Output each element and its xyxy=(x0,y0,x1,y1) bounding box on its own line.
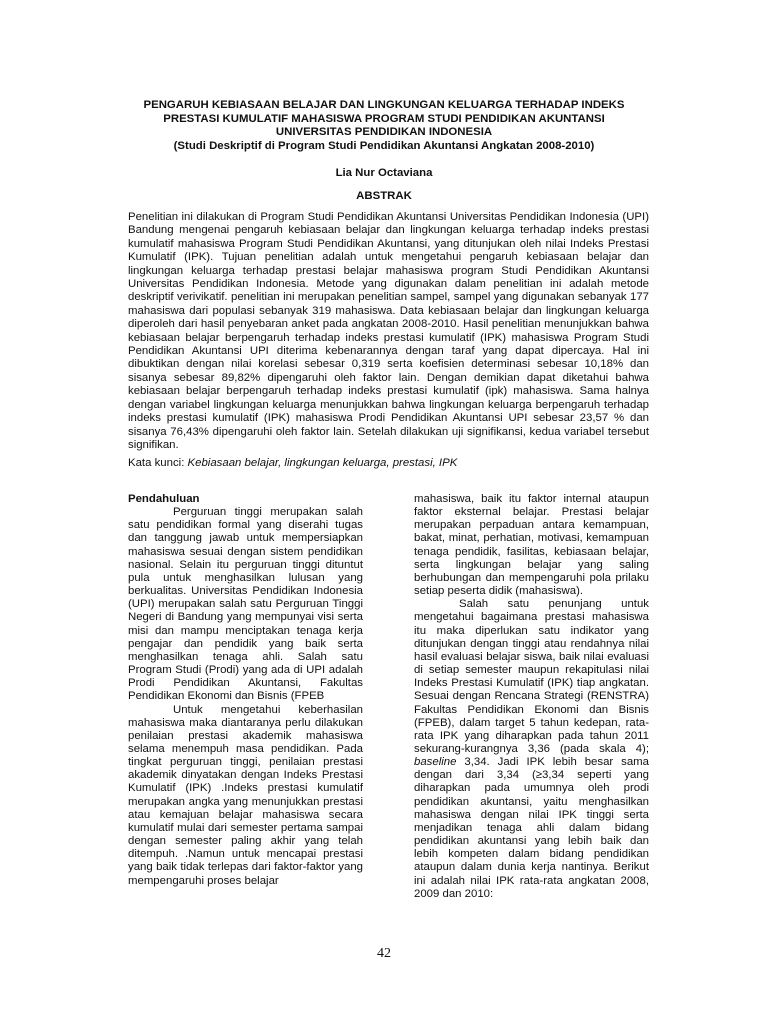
title-line-4: (Studi Deskriptif di Program Studi Pendidikan Akuntansi Angkatan 2008-2010) xyxy=(173,139,595,152)
keywords-terms: Kebiasaan belajar, lingkungan keluarga, prestasi, IPK xyxy=(187,457,458,469)
author-name: Lia Nur Octaviana xyxy=(335,167,433,179)
section-heading-pendahuluan: Pendahuluan xyxy=(128,493,200,505)
abstract-body: Penelitian ini dilakukan di Program Studi Pendidikan Akuntansi Universitas Pendidikan Indonesia (UPI) Bandung mengenai pengaruh kebiasaan belajar dan lingkungan keluarga terhadap indeks prestasi kumulatif mahasiswa Program Studi Pendidikan Akuntansi, yang ditunjukan oleh nilai Indeks Prestasi Kumulatif (IPK). Tujuan penelitian adalah untuk mengetahui pengaruh kebiasaan belajar dan lingkungan keluarga terhadap prestasi belajar mahasiswa program Studi Pendidikan Akuntansi Universitas Pendidikan Indonesia. Metode yang digunakan dalam penelitian ini adalah metode deskriptif verivikatif. penelitian ini merupakan penelitian sampel, sampel yang digunakan sebanyak 177 mahasiswa dari populasi sebanyak 319 mahasiswa. Data kebiasaan belajar dan lingkungan keluarga diperoleh dari hasil penyebaran anket pada angkatan 2008-2010. Hasil penelitian menunjukkan bahwa kebiasaan belajar berpengaruh terhadap indeks prestasi kumulatif (IPK) mahasiswa Program Studi Pendidikan Akuntansi UPI diterima kebenarannya dengan taraf yang dapat dipercaya. Hal ini dibuktikan dengan nilai korelasi sebesar 0,319 serta koefisien determinasi sebesar 10,18% dan sisanya sebesar 89,82% dipengaruhi oleh faktor lain. Dengan demikian dapat diketahui bahwa kebiasaan belajar berpengaruh terhadap indeks prestasi kumulatif (ipk) mahasiswa. Sama halnya dengan variabel lingkungan keluarga menunjukkan bahwa lingkungan keluarga berpengaruh terhadap indeks prestasi kumulatif (IPK) mahasiswa Prodi Pendidikan Akuntansi UPI sebesar 23,57 % dan sisanya 76,43% dipengaruhi oleh faktor lain. Setelah dilakukan uji signifikansi, kedua variabel tersebut signifikan. xyxy=(128,211,649,451)
intro-paragraph-1: Perguruan tinggi merupakan salah satu pendidikan formal yang diserahi tugas dan tanggung jawab untuk mempersiapkan mahasiswa sesuai dengan sistem pendidikan nasional. Selain itu perguruan tinggi dituntut pula untuk menghasilkan lulusan yang berkualitas. Universitas Pendidikan Indonesia (UPI) merupakan salah satu Perguruan Tinggi Negeri di Bandung yang mempunyai visi serta misi dan mampu menciptakan tenaga kerja pengajar dan pendidik yang baik serta menghasilkan tenaga ahli. Salah satu Program Studi (Prodi) yang ada di UPI adalah Prodi Pendidikan Akuntansi, Fakultas Pendidikan Ekonomi dan Bisnis (FPEB xyxy=(128,506,363,703)
left-column xyxy=(128,493,363,888)
right-column xyxy=(414,493,649,901)
abstract-heading: ABSTRAK xyxy=(356,190,412,202)
keywords xyxy=(128,457,649,470)
title-line-3: UNIVERSITAS PENDIDIKAN INDONESIA xyxy=(275,126,493,138)
intro-paragraph-4-start: Salah satu penunjang untuk mengetahui bagaimana prestasi mahasiswa itu maka diperlukan satu indikator yang ditunjukan dengan tinggi atau rendahnya nilai hasil evaluasi belajar siswa, baik nilai evaluasi di setiap semester maupun rekapitulasi nilai Indeks Prestasi Kumulatif (IPK) tiap angkatan. Sesuai dengan Rencana Strategi (RENSTRA) Fakultas Pendidikan Ekonomi dan Bisnis (FPEB), dalam target 5 tahun kedepan, rata-rata IPK yang diharapkan pada tahun 2011 sekurang-kurangnya 3,36 (pada skala 4); xyxy=(414,598,649,755)
intro-paragraph-2: Untuk mengetahui keberhasilan mahasiswa maka diantaranya perlu dilakukan penilaian prestasi akademik mahasiswa selama menempuh masa pendidikan. Pada tingkat perguruan tinggi, penilaian prestasi akademik dinyatakan dengan Indeks Prestasi Kumulatif (IPK) .Indeks prestasi kumulatif merupakan angka yang menunjukkan prestasi atau kemajuan belajar mahasiswa secara kumulatif mulai dari semester pertama sampai dengan semester paling akhir yang telah ditempuh. .Namun untuk mencapai prestasi yang baik tidak terlepas dari faktor-faktor yang mempengaruhi proses belajar xyxy=(128,703,363,887)
intro-paragraph-3: mahasiswa, baik itu faktor internal ataupun faktor eksternal belajar. Prestasi belajar merupakan perpaduan antara kemampuan, bakat, minat, perhatian, motivasi, kemampuan tenaga pendidik, fasilitas, kebiasaan belajar, serta lingkungan belajar yang saling berhubungan dan mempengaruhi pola prilaku setiap peserta didik (mahasiswa). xyxy=(414,493,649,598)
paper-title xyxy=(110,99,658,153)
intro-paragraph-4 xyxy=(414,598,649,901)
intro-paragraph-4-end: 3,34. Jadi IPK lebih besar sama dengan dari 3,34 (≥3,34 seperti yang diharapkan pada umumnya oleh prodi pendidikan akuntansi, yaitu menghasilkan mahasiswa dengan nilai IPK tinggi serta menjadikan tenaga ahli dalam bidang pendidikan akuntansi yang lebih baik dan lebih kompeten dalam bidang pendidikan ataupun dalam dunia kerja nantinya. Berikut ini adalah nilai IPK rata-rata angkatan 2008, 2009 dan 2010: xyxy=(414,756,649,900)
page-number: 42 xyxy=(377,946,391,961)
title-line-1: PENGARUH KEBIASAAN BELAJAR DAN LINGKUNGAN KELUARGA TERHADAP INDEKS xyxy=(143,99,625,111)
title-line-2: PRESTASI KUMULATIF MAHASISWA PROGRAM STUDI PENDIDIKAN AKUNTANSI xyxy=(163,112,605,125)
keywords-label: Kata kunci: xyxy=(128,457,188,469)
baseline-term: baseline xyxy=(414,756,457,769)
